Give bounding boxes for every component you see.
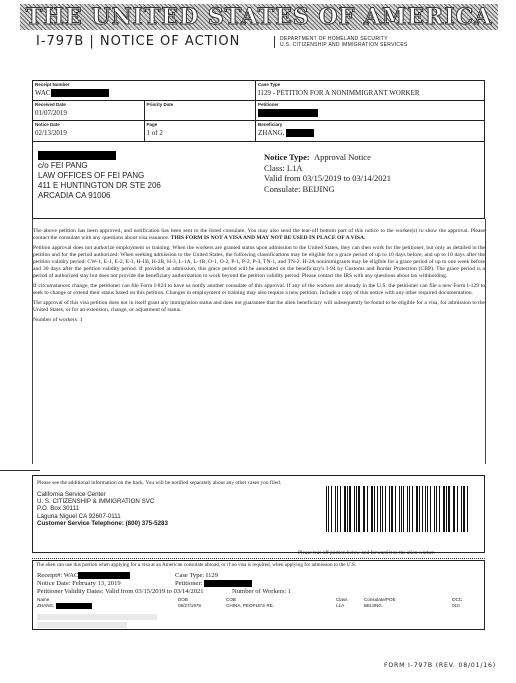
- petitioner-cell: [256, 101, 484, 120]
- mailing-address: [38, 151, 161, 201]
- barcode-bar: [358, 486, 359, 532]
- header-row-3: [33, 121, 484, 141]
- body-p1-caps: THIS FORM IS NOT A VISA AND MAY NOT BE USED IN PLACE OF A VISA.: [170, 235, 366, 241]
- row-class: L1A: [336, 603, 345, 608]
- address-line1: c/o FEI PANG: [38, 161, 88, 170]
- col-name: Name: [37, 597, 50, 602]
- case-type-cell: [256, 81, 484, 100]
- barcode-bar: [416, 486, 418, 532]
- beneficiary-cell: [256, 121, 484, 141]
- separator-line: [0, 470, 40, 471]
- office-line1: California Service Center: [37, 491, 106, 498]
- row-dob: 08/27/1978: [178, 603, 201, 608]
- office-line3: P.O. Box 30111: [37, 505, 79, 513]
- dept-line1: DEPARTMENT OF HOMELAND SECURITY: [280, 36, 388, 42]
- office-line2: U. S. CITIZENSHIP & IMMIGRATION SVC: [37, 498, 155, 506]
- notice-class: Class: L1A: [264, 162, 303, 173]
- form-title: I-797B | NOTICE OF ACTION: [36, 34, 241, 49]
- barcode-bar: [389, 486, 390, 532]
- customer-phone: Customer Service Telephone: (800) 375-5283: [37, 519, 168, 527]
- redaction-bar: [51, 89, 109, 97]
- row-cob: CHINA, PEOPLE'S RE.: [226, 603, 275, 608]
- row-consulate: BEIJING: [364, 603, 382, 608]
- priority-label: Priority Date: [146, 102, 174, 107]
- barcode-bar: [385, 486, 386, 532]
- page-cell: [145, 121, 257, 141]
- barcode-bar: [337, 486, 338, 532]
- notice-date-value: 02/13/2019: [35, 129, 67, 137]
- seal-banner: [20, 4, 498, 30]
- beneficiary-label: Beneficiary: [258, 122, 283, 127]
- barcode-bar: [412, 486, 413, 532]
- case-type-value: I129 - PETITION FOR A NONIMMIGRANT WORKER: [258, 89, 420, 97]
- col-cob: COB: [226, 597, 236, 602]
- barcode-bar: [439, 486, 441, 532]
- barcode-bar: [430, 486, 431, 532]
- slip-validity: Petitioner Validity Dates: Valid from 03/15/2019 to 03/14/2021: [37, 588, 204, 595]
- tear-instruction: Please tear off portion below and forward it to the alien worker.: [298, 550, 436, 556]
- slip-notice-date: Notice Date: February 13, 2019: [37, 580, 121, 587]
- barcode-bar: [354, 486, 355, 532]
- see-info-text: Please see the additional information on the back. You will be notified separately about any other cases you filed.: [37, 480, 282, 486]
- slip-case-type: Case Type: I129: [175, 572, 219, 579]
- col-consulate: Consulate/POE: [364, 597, 396, 602]
- barcode-bar: [344, 486, 345, 532]
- body-paragraph-2: Petition approval does not authorize employment or training. When the workers are granted status upon admission to the United States, they can then work for the petitioner, but only as detailed in the petition and for the period authorized. When seeking admission to the United States, the following classifications may be eligible for a grace period of up to 10 days before, and up to 10 days after the petition validity period: CW-1, E-1, E-2, E-3, H-1B, H-2B, H-3, L-1A, L-1B, O-1, O-2, P-1, P-2, P-3, TN-1, and TN-2. H-2A nonimmigrants may be eligible for a grace period of up to one week before and 30 days after the petition validity period. If provided at admission, this grace period will be annotated on the beneficiary's I-94 by Customs and Border Protection (CBP). The grace period is a period of authorized stay but does not provide the beneficiary authorization to work beyond the petition validity period. Please contact the IRS with any questions about tax withholding.: [33, 245, 485, 279]
- barcode-bar: [367, 486, 368, 532]
- barcode-bar: [401, 486, 402, 532]
- faded-print: [37, 614, 157, 620]
- barcode-bar: [331, 486, 332, 532]
- header-row-1: [33, 81, 484, 101]
- barcode-bar: [453, 486, 454, 532]
- barcode-bar: [356, 486, 357, 532]
- notice-body: [33, 228, 485, 327]
- barcode-bar: [461, 486, 462, 532]
- slip-receipt: [37, 572, 130, 580]
- receipt-value: WAC: [35, 89, 51, 97]
- barcode-bar: [349, 486, 351, 532]
- body-paragraph-3: If circumstances change, the petitioner can file Form I-824 to have us notify another consulate of this approval. If any of the workers are already in the U.S. the petitioner can file a new Form I-129 to seek to change or extend their status based on this petition. Changes in employment or training may also require a new petition. Include a copy of this notice with any other required documentation.: [33, 283, 485, 296]
- barcode-bar: [399, 486, 400, 532]
- redaction-bar: [204, 580, 252, 587]
- col-occ: OCC: [452, 597, 463, 602]
- faded-print: [37, 622, 127, 628]
- barcode-bar: [403, 486, 404, 532]
- address-line3: 411 E HUNTINGTON DR STE 206: [38, 181, 161, 190]
- barcode: [326, 486, 470, 532]
- barcode-bar: [467, 486, 468, 532]
- row-name-text: ZHANG,: [37, 603, 55, 609]
- notice-consulate: Consulate: BEIJING: [264, 183, 335, 194]
- barcode-bar: [454, 486, 455, 532]
- slip-workers: Number of Workers: 1: [232, 588, 292, 595]
- barcode-bar: [340, 486, 341, 532]
- barcode-bar: [364, 486, 365, 532]
- barcode-bar: [425, 486, 426, 532]
- address-line2: LAW OFFICES OF FEI PANG: [38, 171, 145, 180]
- slip-receipt-text: Receipt#: WAC: [37, 572, 79, 580]
- barcode-bar: [457, 486, 458, 532]
- receipt-label: Receipt Number: [35, 82, 70, 87]
- body-paragraph-1: [33, 228, 485, 242]
- col-dob: DOB: [178, 597, 188, 602]
- barcode-bar: [363, 486, 364, 532]
- barcode-bar: [436, 486, 437, 532]
- header-row-2: [33, 101, 484, 121]
- barcode-bar: [443, 486, 444, 532]
- barcode-bar: [448, 486, 449, 532]
- received-label: Received Date: [35, 102, 66, 107]
- body-paragraph-4: The approval of this visa petition does not in itself grant any immigration status and does not guarantee that the alien beneficiary will subsequently be found to be eligible for a visa, for admission to the United States, or for an extension, change, or adjustment of status.: [33, 300, 485, 313]
- slip-petitioner: [175, 580, 252, 588]
- barcode-bar: [335, 486, 337, 532]
- body-workers: Number of workers: 1: [33, 317, 83, 323]
- address-line4: ARCADIA CA 91006: [38, 191, 111, 200]
- row-name: [37, 603, 92, 609]
- barcode-bar: [347, 486, 348, 532]
- barcode-bar: [427, 486, 428, 532]
- barcode-bar: [446, 486, 447, 532]
- barcode-bar: [407, 486, 408, 532]
- barcode-bar: [371, 486, 373, 532]
- notice-type-value: Approval Notice: [313, 152, 371, 162]
- beneficiary-value: ZHANG,: [258, 129, 285, 137]
- redaction-bar: [56, 603, 92, 609]
- barcode-bar: [463, 486, 465, 532]
- redaction-bar: [286, 129, 314, 137]
- case-type-label: Case Type: [258, 82, 281, 87]
- service-center: [37, 491, 168, 527]
- barcode-bar: [374, 486, 375, 532]
- notice-valid: Valid from 03/15/2019 to 03/14/2021: [264, 173, 392, 183]
- barcode-bar: [328, 486, 329, 532]
- barcode-bar: [382, 486, 383, 532]
- barcode-bar: [395, 486, 396, 532]
- office-line4: Laguna Niguel CA 92607-0111: [37, 512, 121, 520]
- slip-top-text: The alien can use this portion when applying for a visa at an American consulate abroad, or if no visa is required, when applying for admission to the U.S.: [36, 562, 357, 568]
- dept-line2: U.S. CITIZENSHIP AND IMMIGRATION SERVICES: [280, 42, 408, 48]
- body-p1-text: The above petition has been approved, and notification has been sent to the listed consulate. You may also send the tear-off bottom part of this notice to the worker(s) to show the approval. Please contact the consulate with any questions about visa issuance.: [33, 228, 485, 241]
- notice-type-label: Notice Type:: [264, 152, 310, 162]
- redaction-bar: [258, 109, 318, 117]
- barcode-bar: [391, 486, 393, 532]
- barcode-bar: [434, 486, 435, 532]
- tear-line: [32, 558, 485, 559]
- banner-text: THE UNITED STATES OF AMERICA: [25, 4, 493, 30]
- barcode-bar: [419, 486, 420, 532]
- notice-date-cell: [33, 121, 145, 141]
- barcode-bar: [409, 486, 410, 532]
- received-cell: [33, 101, 145, 120]
- petitioner-label: Petitioner: [258, 102, 279, 107]
- received-value: 01/07/2019: [35, 109, 67, 117]
- form-footer: FORM I-797B (REV. 08/01/16): [384, 662, 496, 669]
- page-value: 1 of 2: [146, 129, 163, 137]
- department-block: [274, 36, 474, 48]
- col-class: Class: [336, 597, 348, 602]
- barcode-bar: [422, 486, 423, 532]
- priority-cell: [145, 101, 257, 120]
- barcode-bar: [377, 486, 378, 532]
- barcode-bar: [380, 486, 381, 532]
- receipt-cell: [33, 81, 256, 100]
- notice-info: [264, 152, 391, 194]
- page-label: Page: [146, 122, 158, 127]
- redaction-bar: [78, 572, 130, 579]
- header-table: [32, 80, 485, 142]
- redaction-bar: [38, 151, 116, 160]
- slip-petitioner-label: Petitioner:: [175, 580, 203, 588]
- right-border: [485, 219, 486, 464]
- row-occ: 010: [452, 603, 460, 608]
- notice-date-label: Notice Date: [35, 122, 60, 127]
- barcode-bar: [326, 486, 327, 532]
